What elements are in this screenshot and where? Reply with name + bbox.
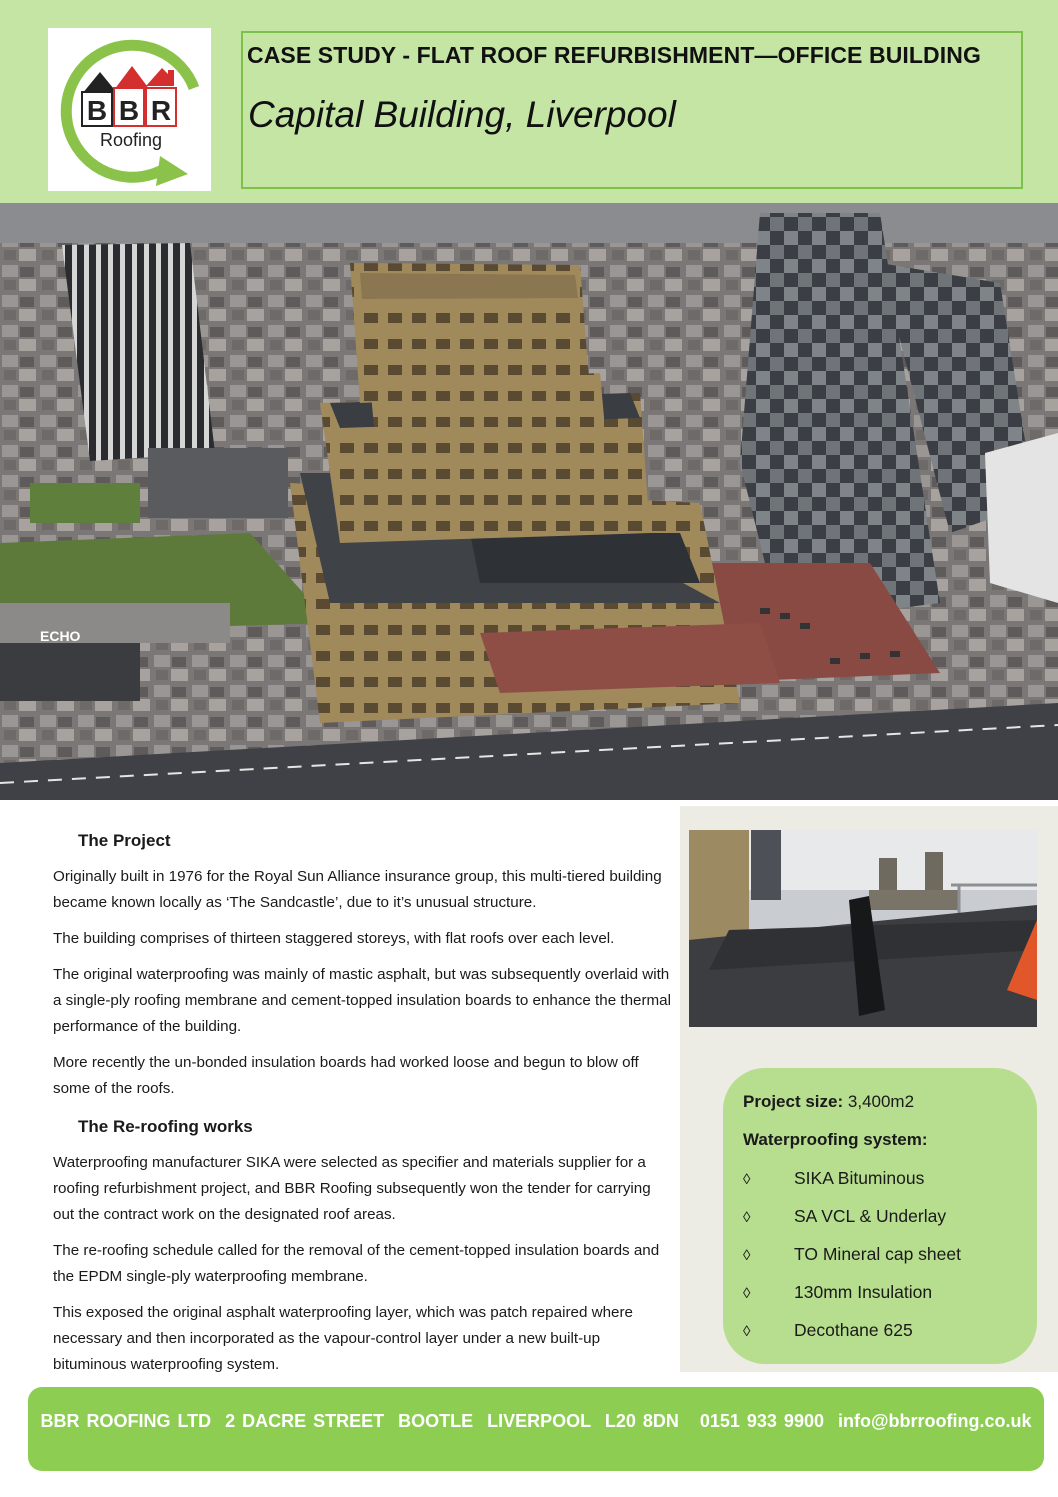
spec-item-4: ◊ 130mm Insulation [743, 1282, 933, 1302]
project-paragraph-4: More recently the un-bonded insulation boards had worked loose and begun to blow off some of the roofs. [53, 1054, 639, 1097]
spec-item-2: ◊ SA VCL & Underlay [743, 1206, 947, 1226]
diamond-bullet-icon: ◊ [743, 1209, 751, 1226]
project-paragraph-1: Originally built in 1976 for the Royal Sun Alliance insurance group, this multi-tiered building became known locally as ‘The Sandcastle’, due to it’s unusual structure. [53, 868, 662, 911]
diamond-bullet-icon: ◊ [743, 1247, 751, 1264]
waterproofing-system-label: Waterproofing system: [743, 1130, 928, 1149]
project-spec-box [723, 1068, 1037, 1364]
echo-sign: ECHO [40, 628, 81, 644]
case-study-title: CASE STUDY - FLAT ROOF REFURBISHMENT—OFFICE BUILDING [247, 42, 981, 68]
diamond-bullet-icon: ◊ [743, 1171, 751, 1188]
footer-bar [28, 1387, 1044, 1471]
company-logo [48, 28, 211, 191]
project-paragraph-2: The building comprises of thirteen staggered storeys, with flat roofs over each level. [53, 930, 615, 947]
diamond-bullet-icon: ◊ [743, 1285, 751, 1302]
spec-item-5: ◊ Decothane 625 [743, 1320, 913, 1340]
logo-letter-b1: B [86, 95, 108, 126]
works-heading: The Re-roofing works [78, 1117, 253, 1136]
bbr-logo-graphic [48, 28, 211, 191]
article-body [53, 826, 675, 1388]
aerial-building-photo [0, 203, 1058, 800]
spec-item-3: ◊ TO Mineral cap sheet [743, 1244, 961, 1264]
project-size-value: 3,400m2 [847, 1092, 915, 1111]
project-paragraph-3: The original waterproofing was mainly of mastic asphalt, but was subsequently overlaid with a single-ply roofing membrane and cement-topped insulation boards to enhance the thermal performance of the building. [53, 966, 672, 1035]
building-title: Capital Building, Liverpool [248, 94, 676, 135]
logo-subtext: Roofing [99, 130, 163, 150]
project-size-line [743, 1092, 914, 1112]
project-size-label: Project size: [743, 1092, 844, 1111]
logo-letter-r: R [150, 95, 172, 126]
spec-item-1: ◊ SIKA Bituminous [743, 1168, 925, 1188]
project-heading: The Project [78, 831, 171, 850]
works-paragraph-1: Waterproofing manufacturer SIKA were selected as specifier and materials supplier for a roofing refurbishment project, and BBR Roofing subsequently won the tender for carrying out the contract work on the designated roof areas. [53, 1154, 651, 1223]
works-paragraph-3: This exposed the original asphalt waterproofing layer, which was patch repaired where necessary and then incorporated as the vapour-control layer under a new built-up bituminous waterproofing system. [53, 1304, 633, 1373]
works-paragraph-2: The re-roofing schedule called for the removal of the cement-topped insulation boards and the EPDM single-ply waterproofing membrane. [53, 1242, 660, 1285]
roof-detail-photo [689, 830, 1037, 1027]
footer-contact-text: BBR ROOFING LTD 2 DACRE STREET BOOTLE LIVERPOOL L20 8DN 0151 933 9900 info@bbrroofing.co.uk [40, 1411, 1032, 1431]
logo-letter-b2: B [118, 95, 140, 126]
diamond-bullet-icon: ◊ [743, 1323, 751, 1340]
